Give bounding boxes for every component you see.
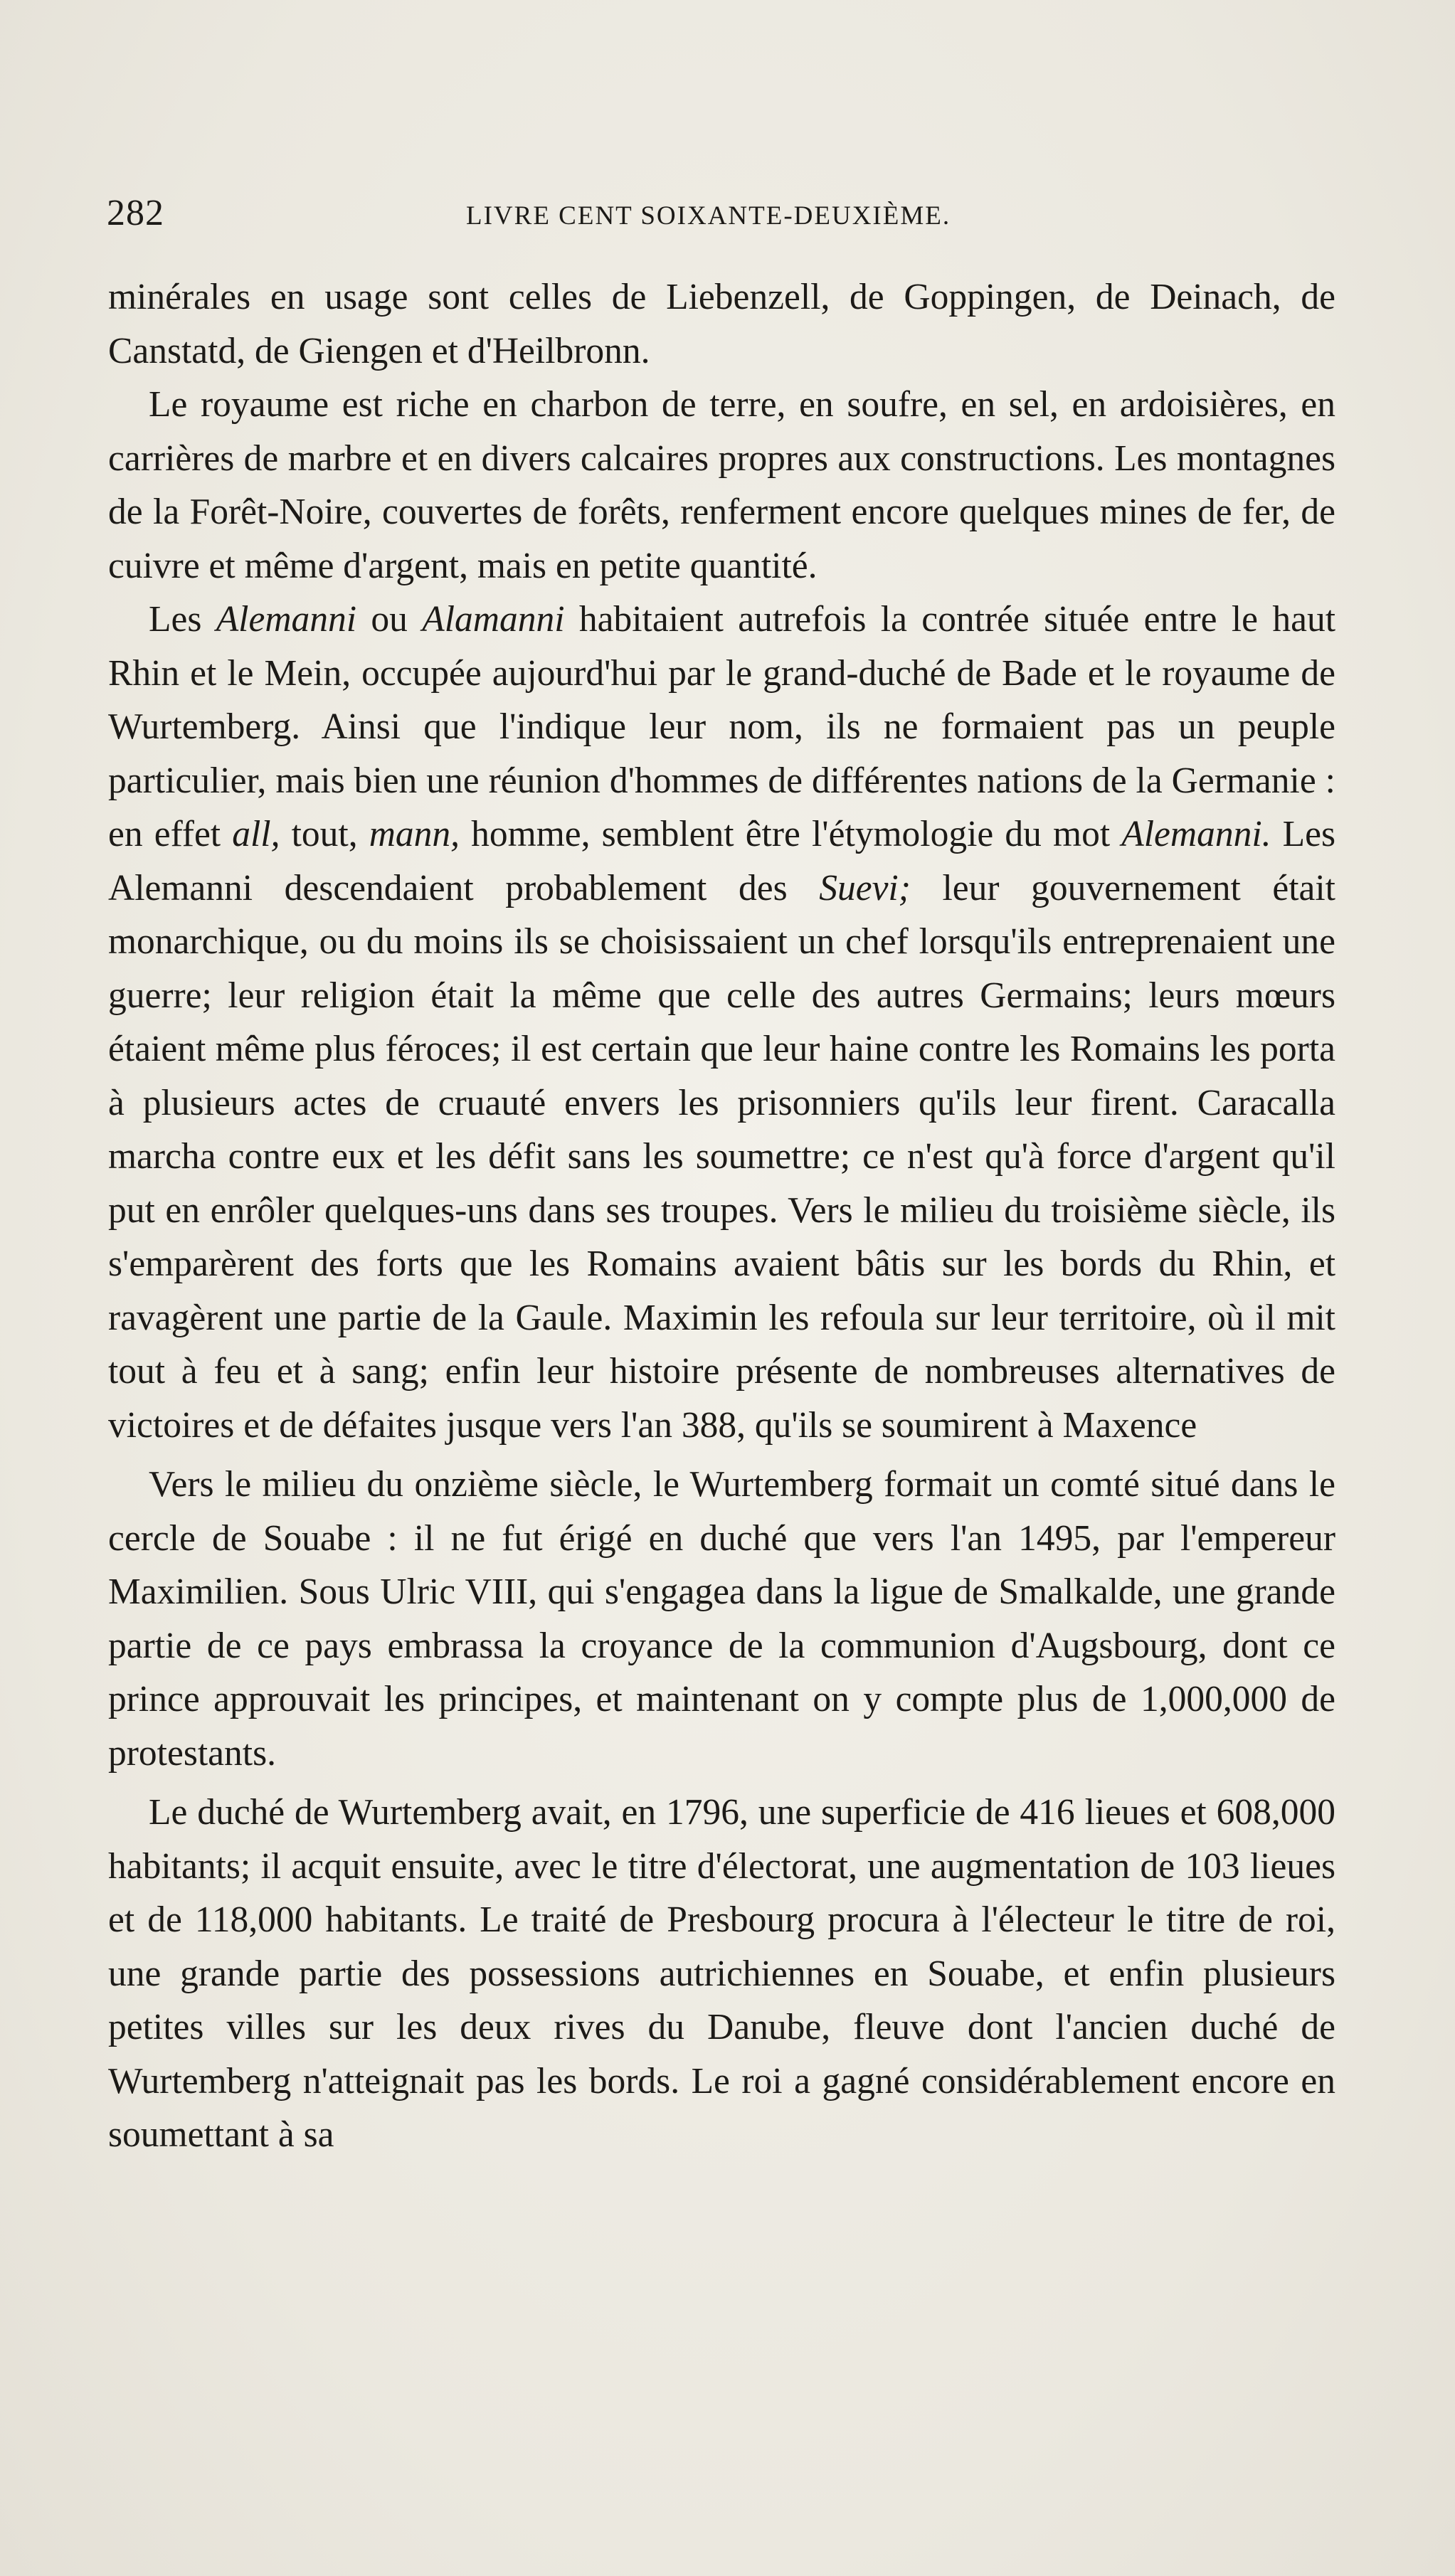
text-segment: Les: [149, 599, 216, 640]
page-number: 282: [107, 193, 164, 233]
text-segment: leur gouvernement était monarchique, ou du moins ils se choisissaient un chef lorsqu'ils entreprenaient une guerre; leur religion était la même que celle des autres Germains; leurs mœurs étaient même plus féroces; il est certain que leur haine contre les Romains les porta à plusieurs actes de cruauté envers les prisonniers qu'ils leur firent. Caracalla marcha contre eux et les défit sans les soumettre; ce n'est qu'à force d'argent qu'il put en enrôler quelques-uns dans ses troupes. Vers le milieu du troisième siècle, ils s'emparèrent des forts que les Romains avaient bâtis sur les bords du Rhin, et ravagèrent une partie de la Gaule. Maximin les refoula sur leur territoire, où il mit tout à feu et à sang; enfin leur histoire présente de nombreuses alternatives de victoires et de défaites jusque vers l'an 388, qu'ils se soumirent à Maxence: [108, 867, 1335, 1446]
italic-term: mann,: [369, 814, 460, 854]
paragraph-alemanni-history: [108, 593, 1335, 1452]
text-segment: Les Alemanni descendaient probablement des: [108, 814, 1335, 908]
running-title: LIVRE CENT SOIXANTE-DEUXIÈME.: [466, 201, 951, 230]
body-text: [108, 270, 1335, 2162]
text-segment: tout,: [280, 814, 369, 854]
italic-term: Alemanni.: [1121, 814, 1271, 854]
paragraph-mineral-resources: [108, 378, 1335, 593]
text-segment: habitaient autrefois la contrée située entre le haut Rhin et le Mein, occupée aujourd'hui par le grand-duché de Bade et le royaume de Wurtemberg. Ainsi que l'indique leur nom, ils ne formaient pas un peuple particulier, mais bien une réunion d'hommes de différentes nations de la Germanie : en effet: [108, 599, 1336, 854]
text-segment: Le royaume est riche en charbon de terre, en soufre, en sel, en ardoisières, en carrières de marbre et en divers calcaires propres aux constructions. Les montagnes de la Forêt-Noire, couvertes de forêts, renferment encore quelques mines de fer, de cuivre et même d'argent, mais en petite quantité.: [108, 384, 1335, 586]
page-header: [107, 192, 1330, 256]
text-segment: Vers le milieu du onzième siècle, le Wurtemberg formait un comté situé dans le cercle de Souabe : il ne fut érigé en duché que vers l'an 1495, par l'empereur Maximilien. Sous Ulric VIII, qui s'engagea dans la ligue de Smalkalde, une grande partie de ce pays embrassa la croyance de la communion d'Augsbourg, dont ce prince approuvait les principes, et maintenant on y compte plus de 1,000,000 de protestants.: [108, 1464, 1335, 1774]
text-segment: Le duché de Wurtemberg avait, en 1796, une superficie de 416 lieues et 608,000 habitants; il acquit ensuite, avec le titre d'électorat, une augmentation de 103 lieues et de 118,000 habitants. Le traité de Presbourg procura à l'électeur le titre de roi, une grande partie des possessions autrichiennes en Souabe, et enfin plusieurs petites villes sur les deux rives du Danube, fleuve dont l'ancien duché de Wurtemberg n'atteignait pas les bords. Le roi a gagné considérablement encore en soumettant à sa: [108, 1792, 1335, 2155]
italic-term: Alamanni: [422, 599, 565, 640]
italic-term: Suevi;: [819, 867, 911, 908]
text-segment: homme, semblent être l'étymologie du mot: [460, 814, 1122, 854]
italic-term: Alemanni: [216, 599, 357, 640]
text-segment: ou: [356, 599, 423, 640]
paragraph-duchy-expansion: [108, 1786, 1335, 2162]
paragraph-continuation: [108, 270, 1335, 378]
paragraph-wurtemberg-county: [108, 1458, 1335, 1780]
text-segment: minérales en usage sont celles de Liebenzell, de Goppingen, de Deinach, de Canstatd, de Giengen et d'Heilbronn.: [108, 277, 1335, 371]
italic-term: all,: [232, 814, 280, 854]
